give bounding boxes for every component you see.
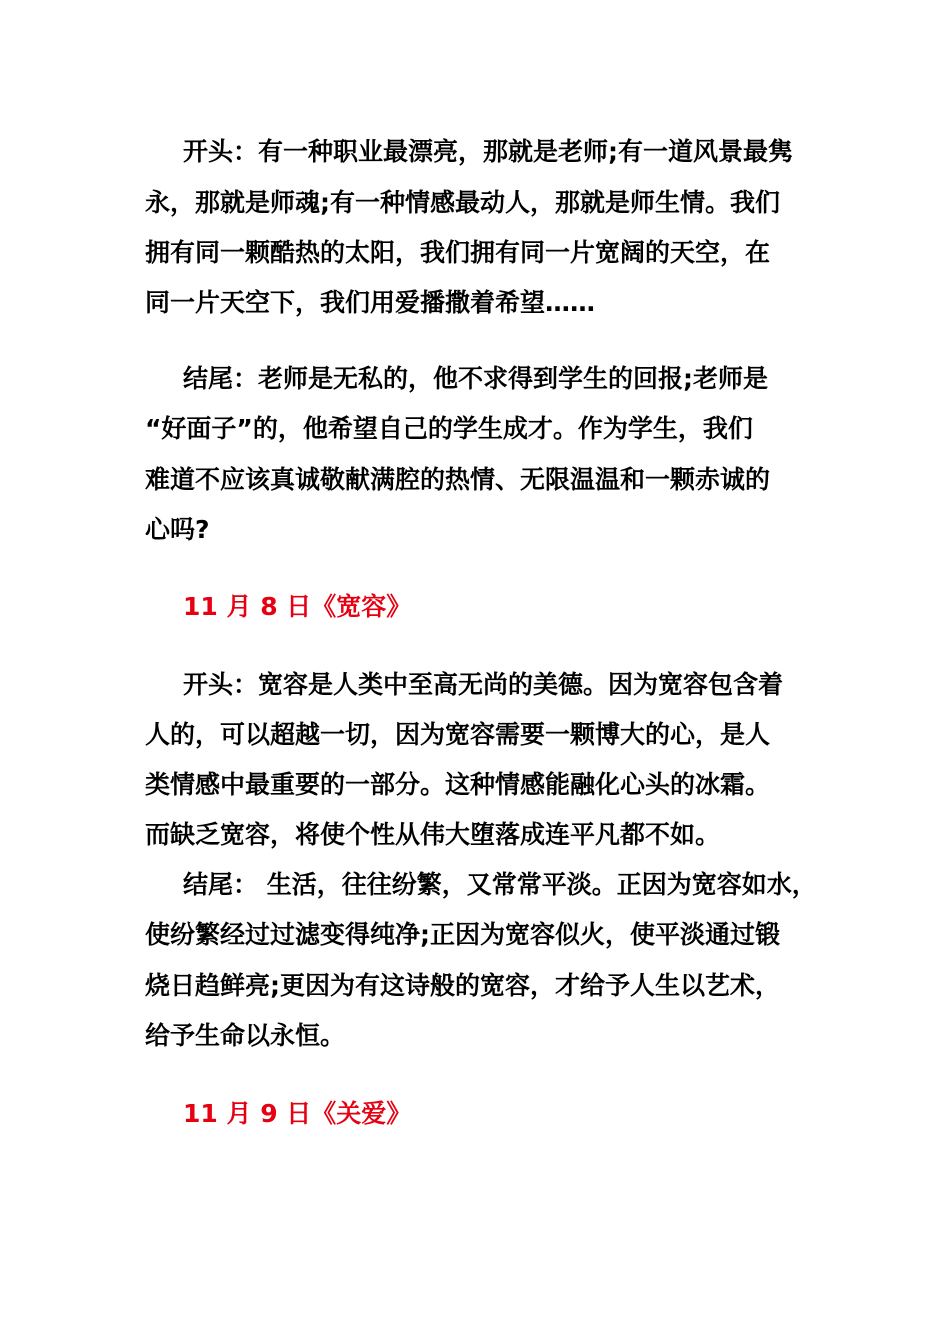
paragraph-line: “好面子”的，他希望自己的学生成才。作为学生，我们 [145, 414, 753, 443]
section-heading: 11 月 8 日《宽容》 [183, 592, 412, 621]
paragraph-line: 同一片天空下，我们用爱播撒着希望…… [145, 288, 596, 317]
paragraph-line: 类情感中最重要的一部分。这种情感能融化心头的冰霜。 [145, 770, 771, 799]
paragraph-line: 给予生命以永恒。 [145, 1021, 346, 1050]
paragraph-line: 人的，可以超越一切，因为宽容需要一颗博大的心，是人 [145, 720, 771, 749]
paragraph-line: 心吗? [145, 515, 210, 544]
paragraph-line: 结尾：老师是无私的，他不求得到学生的回报;老师是 [183, 364, 768, 393]
paragraph-line: 结尾： 生活，往往纷繁，又常常平淡。正因为宽容如水， [183, 870, 817, 899]
paragraph-line: 使纷繁经过过滤变得纯净;正因为宽容似火，使平淡通过锻 [145, 920, 780, 949]
paragraph-line: 而缺乏宽容，将使个性从伟大堕落成连平凡都不如。 [145, 820, 721, 849]
paragraph-line: 永，那就是师魂;有一种情感最动人，那就是师生情。我们 [145, 188, 780, 217]
paragraph-line: 难道不应该真诚敬献满腔的热情、无限温温和一颗赤诚的 [145, 465, 771, 494]
paragraph-line: 烧日趋鲜亮;更因为有这诗般的宽容，才给予人生以艺术， [145, 971, 780, 1000]
paragraph-line: 拥有同一颗酷热的太阳，我们拥有同一片宽阔的天空，在 [145, 238, 771, 267]
section-heading: 11 月 9 日《关爱》 [183, 1099, 412, 1128]
paragraph-line: 开头：宽容是人类中至高无尚的美德。因为宽容包含着 [183, 670, 784, 699]
paragraph-line: 开头：有一种职业最漂亮，那就是老师;有一道风景最隽 [183, 137, 793, 166]
